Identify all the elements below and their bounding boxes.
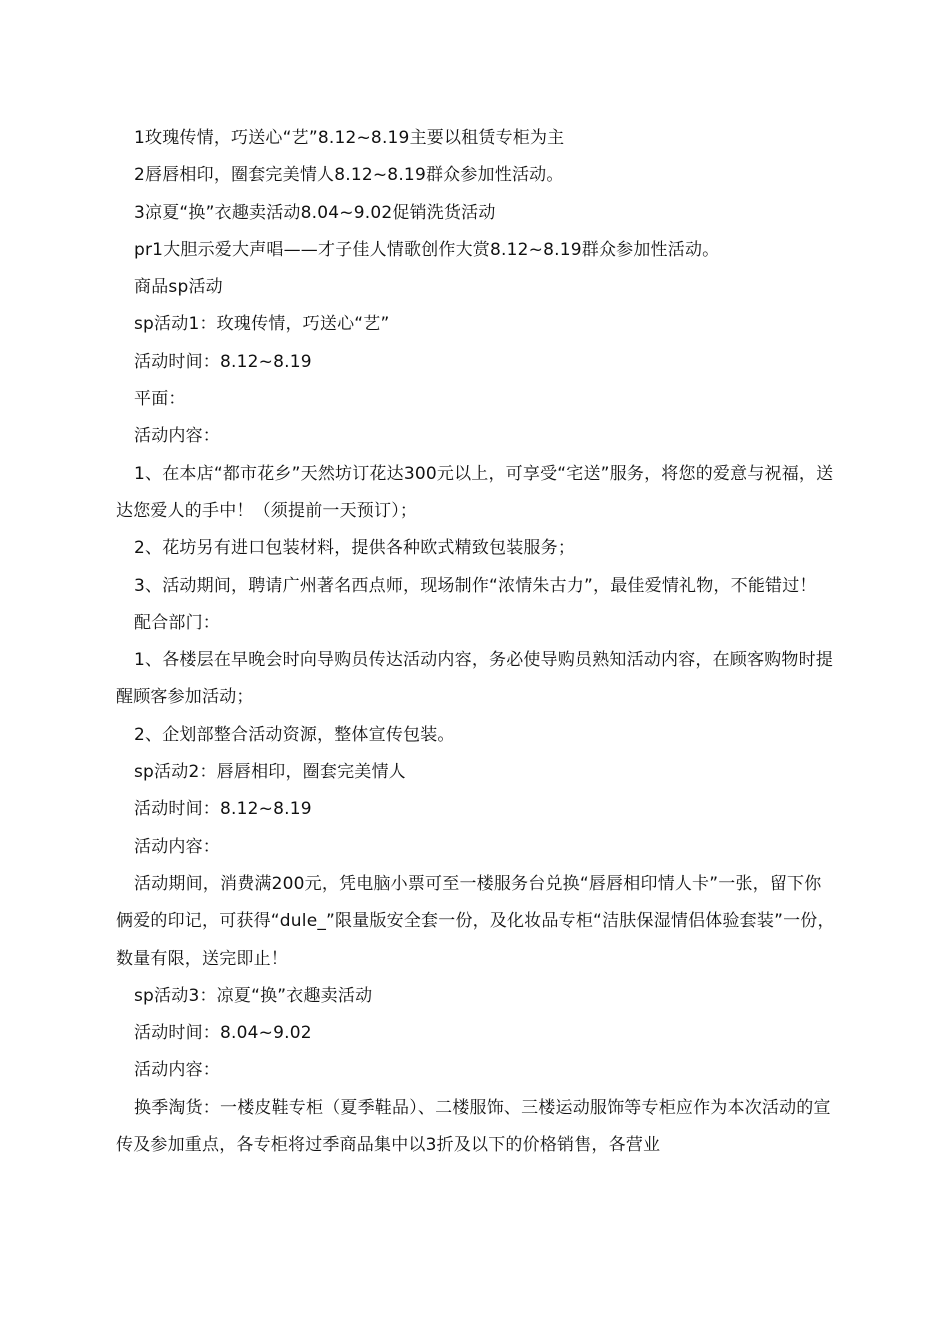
paragraph: 商品sp活动 — [134, 277, 223, 298]
paragraph: 活动内容： — [134, 1060, 220, 1081]
paragraph: 3凉夏“换”衣趣卖活动8.04~9.02促销洗货活动 — [134, 202, 496, 223]
document-body — [116, 120, 838, 1164]
paragraph: 活动时间：8.04~9.02 — [134, 1023, 312, 1044]
paragraph: pr1大胆示爱大声唱——才子佳人情歌创作大赏8.12~8.19群众参加性活动。 — [134, 239, 720, 260]
paragraph: sp活动2：唇唇相印，圈套完美情人 — [134, 762, 406, 783]
paragraph: sp活动1：玫瑰传情，巧送心“艺” — [134, 314, 390, 335]
paragraph: sp活动3：凉夏“换”衣趣卖活动 — [134, 985, 373, 1006]
paragraph: 活动内容： — [134, 426, 220, 447]
paragraph: 3、活动期间，聘请广州著名西点师，现场制作“浓情朱古力”，最佳爱情礼物，不能错过！ — [134, 575, 817, 596]
paragraph: 活动时间：8.12~8.19 — [134, 799, 312, 820]
paragraph: 2、企划部整合活动资源，整体宣传包装。 — [134, 724, 455, 745]
paragraph: 1、在本店“都市花乡”天然坊订花达300元以上，可享受“宅送”服务，将您的爱意与祝福，送达您爱人的手中！（须提前一天预订）； — [116, 463, 834, 521]
paragraph: 平面： — [134, 389, 186, 410]
paragraph: 换季淘货：一楼皮鞋专柜（夏季鞋品）、二楼服饰、三楼运动服饰等专柜应作为本次活动的宣传及参加重点，各专柜将过季商品集中以3折及以下的价格销售，各营业 — [116, 1097, 831, 1156]
paragraph: 2、花坊另有进口包装材料，提供各种欧式精致包装服务； — [134, 538, 576, 559]
paragraph: 活动期间，消费满200元，凭电脑小票可至一楼服务台兑换“唇唇相印情人卡”一张，留下你俩爱的印记，可获得“dule_”限量版安全套一份，及化妆品专柜“洁肤保湿情侣体验套装”一份，数量有限，送完即止！ — [116, 873, 835, 969]
paragraph: 1、各楼层在早晚会时向导购员传达活动内容，务必使导购员熟知活动内容，在顾客购物时提醒顾客参加活动； — [116, 650, 834, 708]
paragraph: 活动时间：8.12~8.19 — [134, 351, 312, 372]
paragraph: 活动内容： — [134, 836, 220, 857]
paragraph: 配合部门： — [134, 612, 220, 633]
paragraph: 1玫瑰传情，巧送心“艺”8.12~8.19主要以租赁专柜为主 — [134, 128, 565, 148]
paragraph: 2唇唇相印，圈套完美情人8.12~8.19群众参加性活动。 — [134, 165, 564, 186]
